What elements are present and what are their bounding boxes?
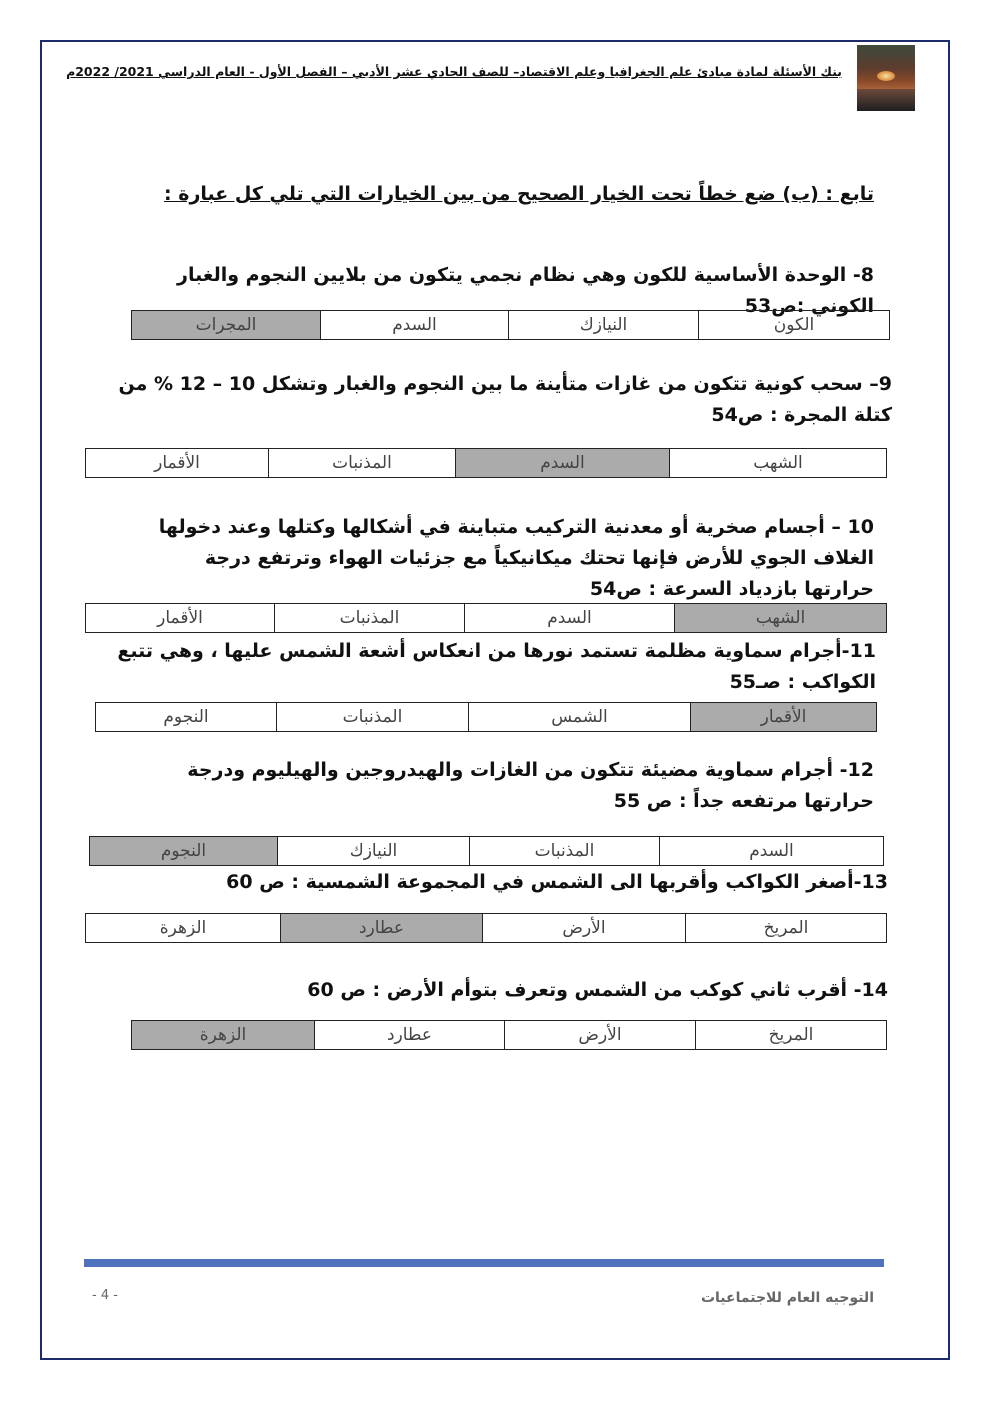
- option-q8-4-selected[interactable]: المجرات: [132, 311, 321, 340]
- option-q11-1-selected[interactable]: الأقمار: [691, 703, 877, 732]
- option-q8-2[interactable]: النيازك: [509, 311, 699, 340]
- option-q10-3[interactable]: المذنبات: [275, 604, 465, 633]
- option-q12-4-selected[interactable]: النجوم: [90, 837, 278, 866]
- option-q9-4[interactable]: الأقمار: [86, 449, 269, 478]
- question-8: 8- الوحدة الأساسية للكون وهي نظام نجمي يتكون من بلايين النجوم والغبار الكوني :ص53: [177, 264, 874, 317]
- option-q10-2[interactable]: السدم: [465, 604, 675, 633]
- option-q10-1-selected[interactable]: الشهب: [675, 604, 887, 633]
- question-10: 10 – أجسام صخرية أو معدنية التركيب متباينة في أشكالها وكتلها وعند دخولها الغلاف الجوي للأرض فإنها تحتك ميكانيكياً مع جزئيات الهواء وترتفع درجة حرارتها بازدياد السرعة : ص54: [158, 516, 874, 600]
- option-q9-2-selected[interactable]: السدم: [456, 449, 670, 478]
- option-q13-1[interactable]: المريخ: [686, 914, 887, 943]
- question-12: 12- أجرام سماوية مضيئة تتكون من الغازات والهيدروجين والهيليوم ودرجة حرارتها مرتفعه جداً : ص 55: [187, 759, 874, 812]
- section-title: تابع : (ب) ضع خطاً تحت الخيار الصحيح من بين الخيارات التي تلي كل عبارة :: [164, 183, 874, 205]
- page-frame: [40, 40, 950, 1360]
- options-q14: [131, 1020, 887, 1050]
- option-q8-3[interactable]: السدم: [321, 311, 509, 340]
- options-q10: [85, 603, 887, 633]
- option-q12-2[interactable]: المذنبات: [470, 837, 660, 866]
- option-q14-4-selected[interactable]: الزهرة: [132, 1021, 315, 1050]
- header-title: بنك الأسئلة لمادة مبادئ علم الجغرافيا وعلم الاقتصاد– للصف الحادي عشر الأدبي – الفصل الأول - العام الدراسي 2021/ 2022م: [66, 64, 842, 79]
- footer-organization: التوجيه العام للاجتماعيات: [700, 1290, 874, 1306]
- footer-divider: [84, 1259, 884, 1267]
- option-q14-1[interactable]: المريخ: [696, 1021, 887, 1050]
- option-q10-4[interactable]: الأقمار: [86, 604, 275, 633]
- question-13: 13-أصغر الكواكب وأقربها الى الشمس في المجموعة الشمسية : ص 60: [226, 871, 888, 893]
- question-11: 11-أجرام سماوية مظلمة تستمد نورها من انعكاس أشعة الشمس عليها ، وهي تتبع الكواكب : صـ55: [117, 640, 876, 693]
- option-q11-2[interactable]: الشمس: [469, 703, 691, 732]
- page-number: - 4 -: [92, 1288, 118, 1303]
- options-q13: [85, 913, 887, 943]
- option-q12-3[interactable]: النيازك: [278, 837, 470, 866]
- options-q8: [131, 310, 890, 340]
- question-9: 9– سحب كونية تتكون من غازات متأينة ما بين النجوم والغبار وتشكل 10 – 12 % من كتلة المجرة : ص54: [118, 373, 892, 426]
- option-q14-2[interactable]: الأرض: [505, 1021, 696, 1050]
- options-q9: [85, 448, 887, 478]
- header-logo-image: [857, 45, 915, 111]
- option-q13-2[interactable]: الأرض: [483, 914, 686, 943]
- options-q11: [95, 702, 877, 732]
- option-q9-1[interactable]: الشهب: [670, 449, 887, 478]
- question-14: 14- أقرب ثاني كوكب من الشمس وتعرف بتوأم الأرض : ص 60: [307, 979, 888, 1001]
- option-q13-4[interactable]: الزهرة: [86, 914, 281, 943]
- option-q12-1[interactable]: السدم: [660, 837, 884, 866]
- option-q8-1[interactable]: الكون: [699, 311, 890, 340]
- option-q13-3-selected[interactable]: عطارد: [281, 914, 483, 943]
- option-q9-3[interactable]: المذنبات: [269, 449, 456, 478]
- option-q11-4[interactable]: النجوم: [96, 703, 277, 732]
- options-q12: [89, 836, 884, 866]
- option-q11-3[interactable]: المذنبات: [277, 703, 469, 732]
- option-q14-3[interactable]: عطارد: [315, 1021, 505, 1050]
